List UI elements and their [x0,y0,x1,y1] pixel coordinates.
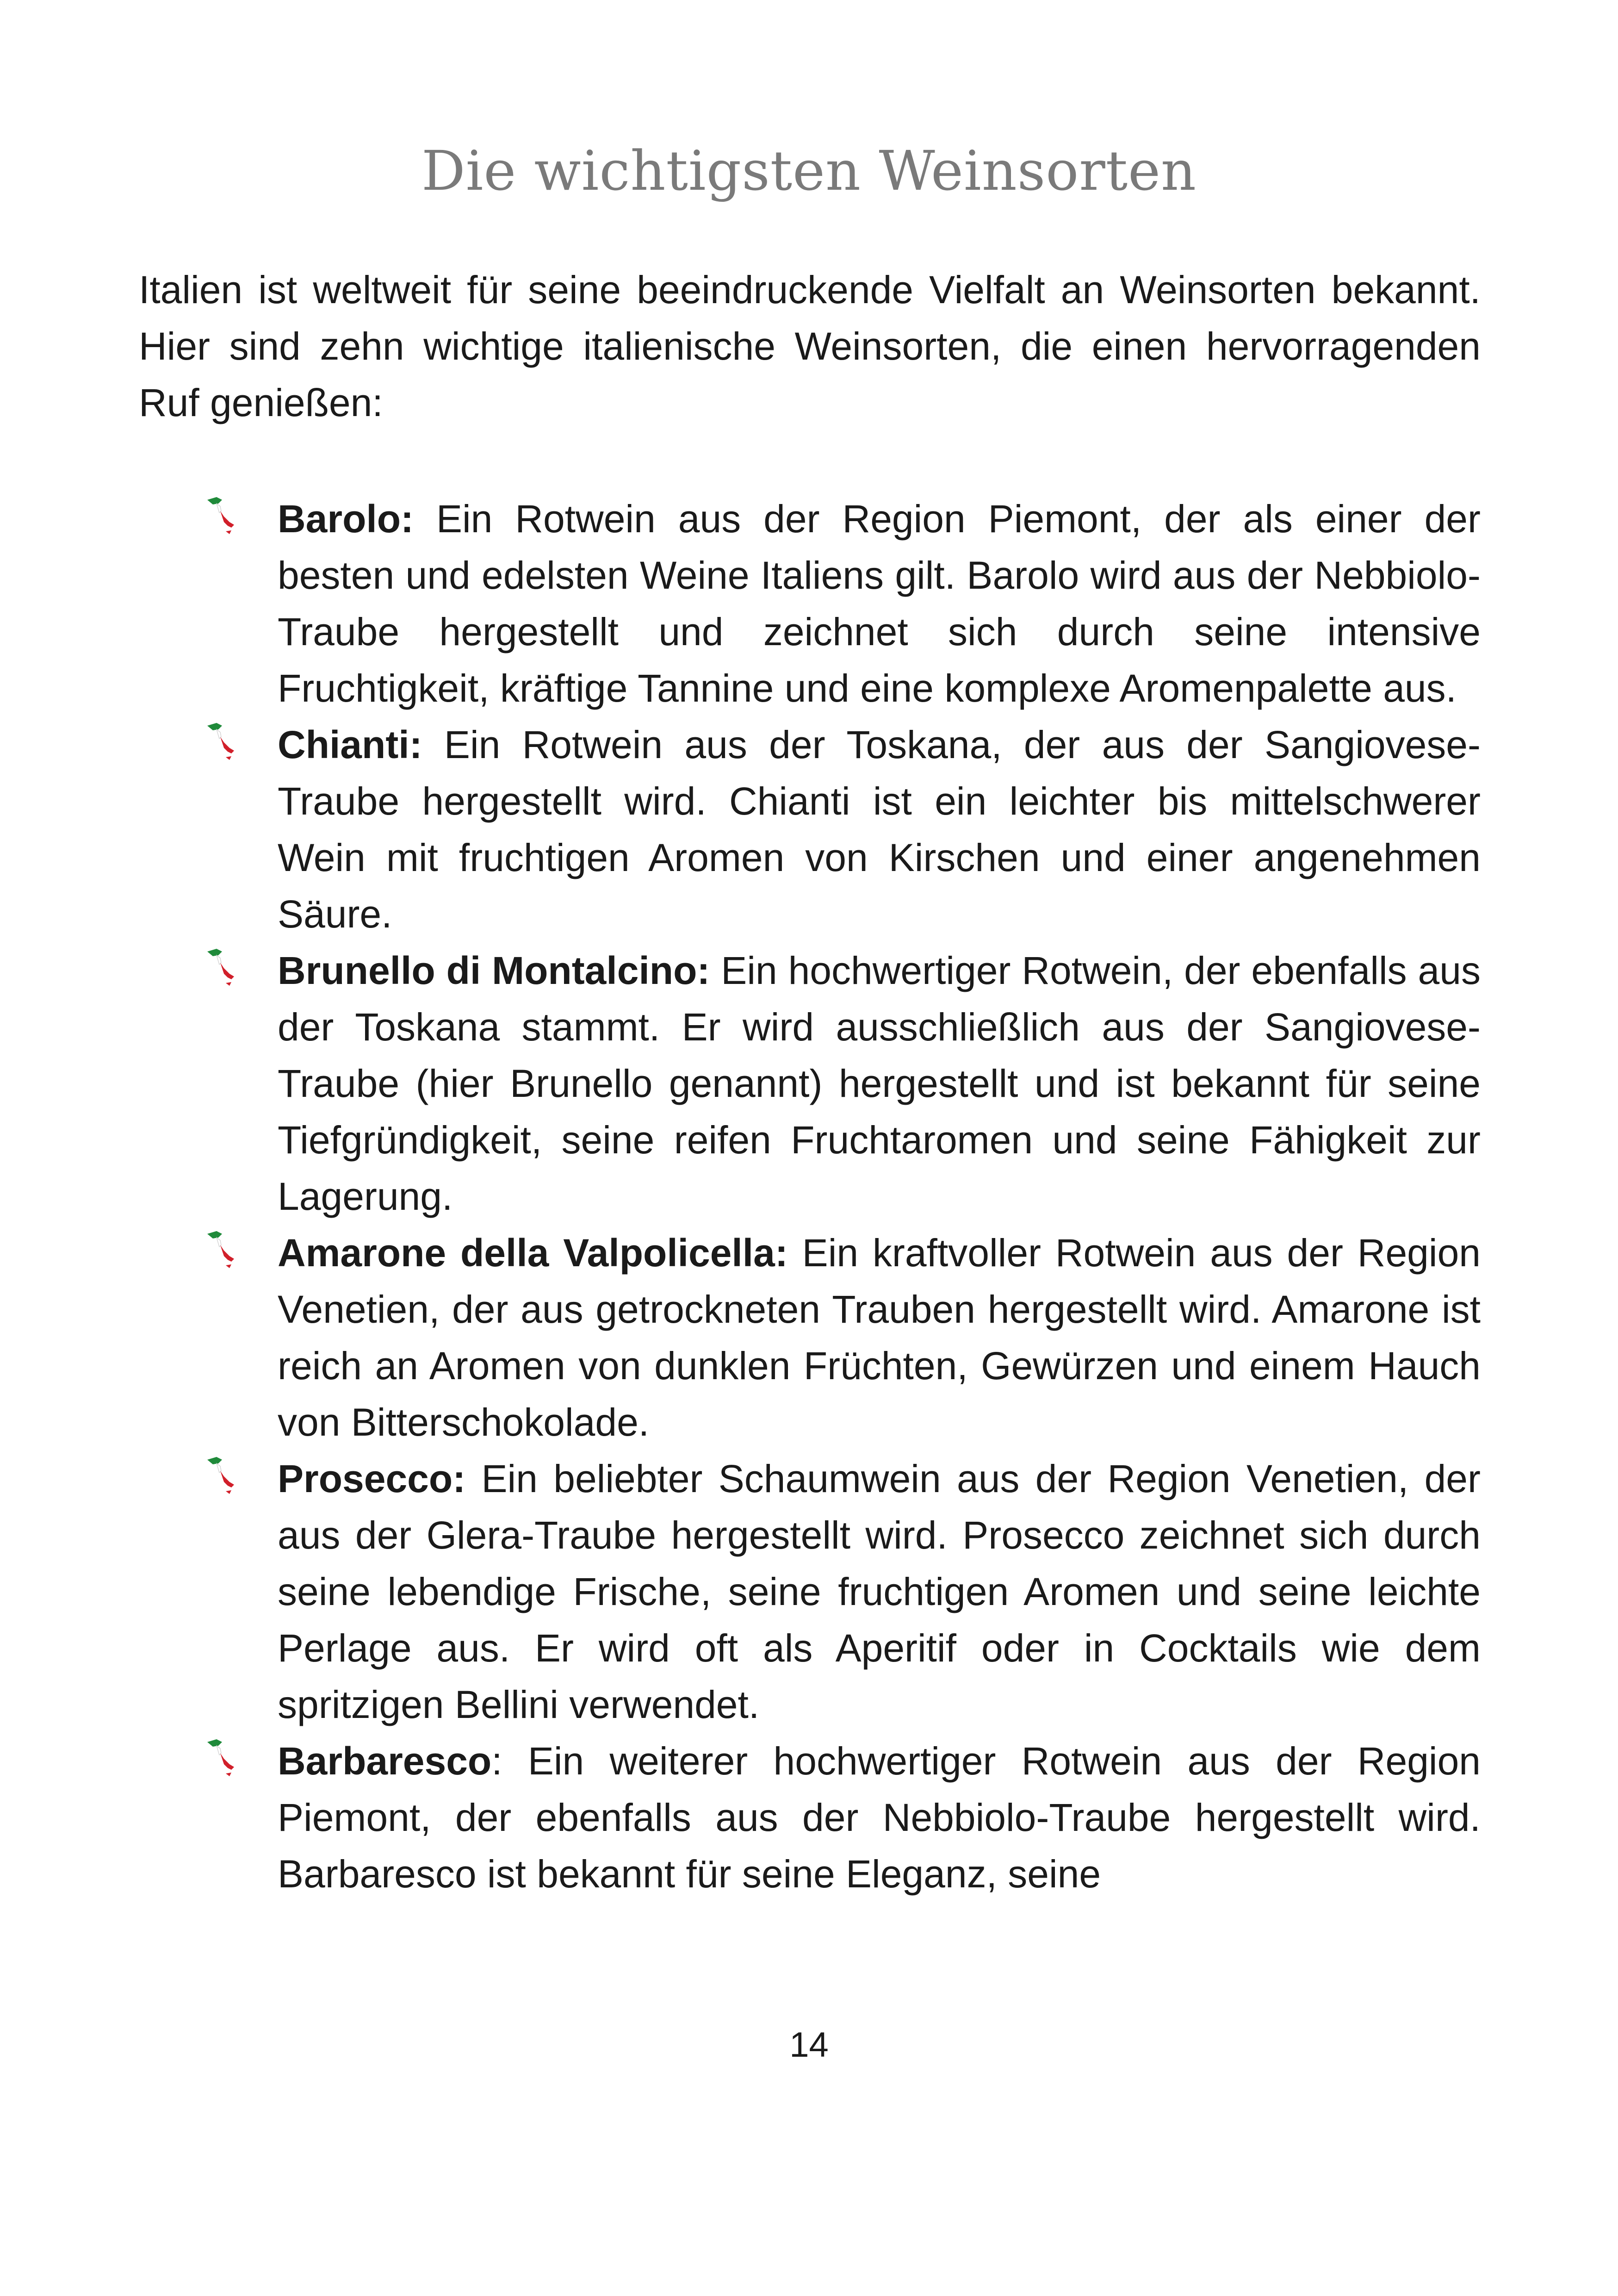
italy-map-icon [204,1736,241,1783]
wine-name: Chianti: [278,723,422,766]
intro-paragraph: Italien ist weltweit für seine beeindruckende Vielfalt an Weinsorten bekannt. Hier sind zehn wichtige italienische Weinsorten, die einen hervorragenden Ruf genießen: [139,268,1481,424]
list-item [139,1450,1481,1733]
italy-map-icon [204,1228,241,1275]
list-item [139,942,1481,1225]
list-item [139,716,1481,942]
wine-description: Ein Rotwein aus der Toskana, der aus der Sangiovese-Traube hergestellt wird. Chianti ist ein leichter bis mittelschwerer Wein mit fruchtigen Aromen von Kirschen und einer angenehmen Säure. [278,723,1481,936]
wine-description: Ein hochwertiger Rotwein, der ebenfalls aus der Toskana stammt. Er wird ausschließlich aus der Sangiovese-Traube (hier Brunello genannt) hergestellt und ist bekannt für seine Tiefgründigkeit, seine reifen Fruchtaromen und seine Fähigkeit zur Lagerung. [278,949,1481,1218]
page-number: 14 [789,2025,829,2065]
page-title: Die wichtigsten Weinsorten [421,139,1196,203]
wine-name: Amarone della Valpolicella: [278,1231,788,1275]
wine-description: Ein kraftvoller Rotwein aus der Region Venetien, der aus getrockneten Trauben hergestellt wird. Amarone ist reich an Aromen von dunklen Früchten, Gewürzen und einem Hauch von Bitterschokolade. [278,1231,1481,1444]
wine-description: : Ein weiterer hochwertiger Rotwein aus der Region Piemont, der ebenfalls aus der Nebbiolo-Traube hergestellt wird. Barbaresco ist bekannt für seine Eleganz, seine [278,1739,1481,1896]
list-item [139,1733,1481,1902]
italy-map-icon [204,946,241,992]
wine-name: Barbaresco [278,1739,492,1783]
list-item [139,1225,1481,1450]
list-item [139,491,1481,716]
wine-name: Brunello di Montalcino: [278,949,710,992]
wine-name: Barolo: [278,497,414,541]
italy-map-icon [204,494,241,541]
wine-list [139,491,1481,1902]
italy-map-icon [204,720,241,766]
italy-map-icon [204,1454,241,1500]
wine-description: Ein beliebter Schaumwein aus der Region Venetien, der aus der Glera-Traube hergestellt wird. Prosecco zeichnet sich durch seine lebendige Frische, seine fruchtigen Aromen und seine leichte Perlage aus. Er wird oft als Aperitif oder in Cocktails wie dem spritzigen Bellini verwendet. [278,1457,1481,1726]
wine-name: Prosecco: [278,1457,466,1500]
wine-description: Ein Rotwein aus der Region Piemont, der als einer der besten und edelsten Weine Italiens gilt. Barolo wird aus der Nebbiolo-Traube hergestellt und zeichnet sich durch seine intensive Fruchtigkeit, kräftige Tannine und eine komplexe Aromenpalette aus. [278,497,1481,710]
